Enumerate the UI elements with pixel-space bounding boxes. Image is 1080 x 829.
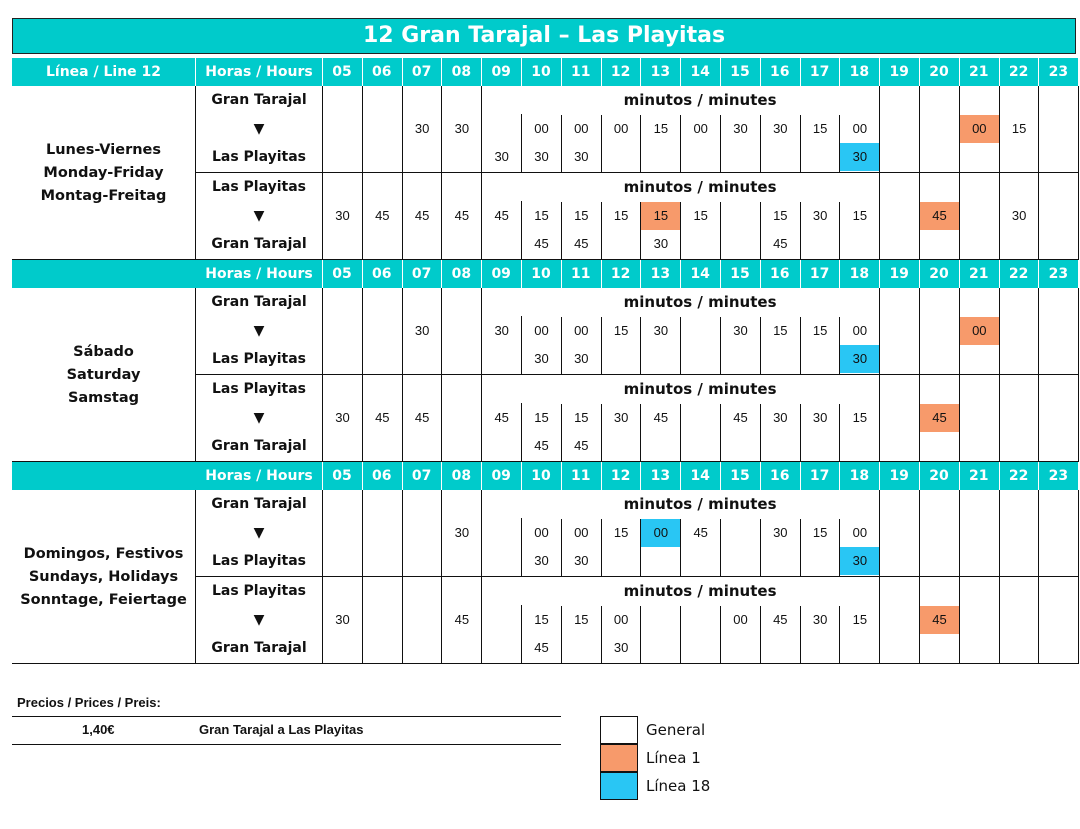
header-divider (959, 462, 960, 490)
departure-time: 45 (920, 202, 959, 230)
hour-19: 19 (889, 266, 909, 282)
departure-time: 45 (920, 606, 959, 634)
header-divider (601, 58, 602, 86)
header-divider (879, 260, 880, 288)
header-divider (362, 462, 363, 490)
timetable-title: 12 Gran Tarajal – Las Playitas (12, 18, 1076, 54)
hour-05: 05 (332, 468, 352, 484)
departure-time: 30 (494, 149, 509, 164)
header-divider (839, 58, 840, 86)
departure-time: 15 (852, 611, 868, 627)
header-divider (322, 58, 323, 86)
departure-time: 45 (454, 611, 470, 627)
departure-time: 00 (574, 524, 589, 540)
stop-from: Gran Tarajal (211, 496, 307, 512)
minutes-header: minutos / minutes (521, 173, 879, 201)
departure-time: 00 (852, 322, 868, 338)
header-divider (441, 462, 442, 490)
grid-line (322, 288, 323, 462)
departure-time: 15 (641, 202, 680, 230)
header-divider (919, 58, 920, 86)
departure-time: 30 (613, 409, 629, 425)
departure-time: 30 (653, 322, 669, 338)
header-divider (402, 260, 403, 288)
hour-14: 14 (690, 468, 710, 484)
departure-time: 30 (812, 611, 828, 627)
hour-13: 13 (650, 266, 671, 282)
line-label: Línea / Line 12 (45, 64, 162, 80)
hour-10: 10 (531, 64, 551, 80)
hour-14: 14 (690, 64, 710, 80)
legend-label: Línea 1 (646, 749, 701, 767)
departure-time: 15 (812, 524, 828, 540)
stop-from: Las Playitas (211, 381, 307, 397)
legend-item-linea-18 (600, 772, 860, 800)
header-divider (640, 260, 641, 288)
departure-time: 30 (574, 149, 589, 164)
grid-line (322, 490, 323, 664)
arrow-down-icon: ▼ (253, 207, 265, 224)
departure-time: 30 (335, 611, 350, 627)
departure-time: 45 (414, 409, 430, 425)
day-label (12, 288, 195, 462)
departure-time: 15 (613, 524, 629, 540)
departure-time: 00 (534, 120, 549, 136)
day-label-line: Saturday (66, 366, 141, 383)
departure-time: 15 (812, 120, 828, 136)
hour-15: 15 (730, 266, 750, 282)
stop-from: Las Playitas (211, 583, 307, 599)
header-divider (561, 260, 562, 288)
departure-time: 30 (1011, 207, 1027, 223)
grid-line (1038, 288, 1039, 374)
header-divider (760, 58, 761, 86)
hour-09: 09 (491, 468, 511, 484)
grid-line (402, 577, 403, 663)
departure-time: 45 (534, 438, 549, 453)
departure-time: 30 (534, 351, 549, 366)
header-divider (481, 260, 482, 288)
header-divider (402, 462, 403, 490)
day-label-line: Lunes-Viernes (45, 141, 162, 158)
departure-time: 45 (454, 207, 470, 223)
header-divider (601, 260, 602, 288)
arrow-down-icon: ▼ (253, 120, 265, 137)
grid-line (362, 86, 363, 172)
grid-line (402, 490, 403, 576)
stop-to: Gran Tarajal (211, 236, 307, 252)
minutes-header: minutos / minutes (521, 288, 879, 316)
header-divider (959, 260, 960, 288)
stop-to: Las Playitas (211, 351, 307, 367)
departure-time: 30 (454, 120, 470, 136)
day-label-line: Sonntage, Feiertage (20, 591, 187, 608)
grid-line (999, 577, 1000, 663)
grid-line (362, 288, 363, 374)
departure-time: 30 (534, 553, 549, 568)
departure-time: 15 (852, 409, 868, 425)
departure-time: 30 (733, 322, 748, 338)
hour-22: 22 (1008, 266, 1029, 282)
header-divider (521, 462, 522, 490)
hour-06: 06 (372, 266, 392, 282)
departure-time: 30 (574, 351, 589, 366)
departure-time: 00 (960, 317, 999, 345)
departure-time: 45 (773, 236, 788, 251)
hour-23: 23 (1048, 266, 1069, 282)
price-route: Gran Tarajal a Las Playitas (199, 722, 364, 737)
departure-time: 30 (840, 143, 879, 171)
departure-time: 45 (574, 236, 589, 251)
departure-time: 00 (693, 120, 708, 136)
stop-to: Las Playitas (211, 149, 307, 165)
price-amount: 1,40€ (82, 722, 115, 737)
departure-time: 00 (960, 115, 999, 143)
hour-05: 05 (332, 64, 352, 80)
departure-time: 15 (1011, 120, 1027, 136)
departure-time: 45 (920, 404, 959, 432)
hour-07: 07 (411, 468, 432, 484)
hour-14: 14 (690, 266, 710, 282)
hour-18: 18 (849, 266, 870, 282)
header-divider (322, 462, 323, 490)
day-block (12, 86, 1078, 260)
departure-time: 00 (574, 120, 589, 136)
departure-time: 30 (773, 524, 788, 540)
departure-time: 15 (613, 322, 629, 338)
departure-time: 15 (812, 322, 828, 338)
grid-line (1078, 288, 1079, 462)
departure-time: 15 (534, 409, 549, 425)
grid-line (999, 375, 1000, 461)
grid-line (1038, 577, 1039, 663)
legend-item-general (600, 716, 860, 744)
departure-time: 30 (840, 345, 879, 373)
grid-line (1038, 490, 1039, 576)
day-label (12, 86, 195, 260)
departure-time: 45 (773, 611, 788, 627)
legend-label: General (646, 721, 706, 739)
hour-08: 08 (451, 266, 472, 282)
header-divider (800, 462, 801, 490)
departure-time: 30 (812, 409, 828, 425)
header-divider (999, 462, 1000, 490)
hour-11: 11 (571, 266, 591, 282)
departure-time: 15 (773, 207, 788, 223)
hours-label: Horas / Hours (205, 266, 313, 282)
stop-to: Gran Tarajal (211, 438, 307, 454)
header-divider (1038, 58, 1039, 86)
hour-21: 21 (969, 266, 989, 282)
grid-line (959, 490, 960, 576)
departure-time: 00 (574, 322, 589, 338)
hour-16: 16 (770, 64, 790, 80)
grid-line (322, 86, 323, 260)
departure-time: 30 (494, 322, 509, 338)
hour-16: 16 (770, 468, 790, 484)
day-label-line: Montag-Freitag (40, 187, 167, 204)
hour-10: 10 (531, 468, 551, 484)
hour-15: 15 (730, 64, 750, 80)
departure-time: 30 (335, 409, 350, 425)
header-divider (481, 462, 482, 490)
departure-time: 30 (733, 120, 748, 136)
hour-22: 22 (1008, 64, 1029, 80)
header-divider (680, 462, 681, 490)
departure-time: 15 (534, 611, 549, 627)
hour-16: 16 (770, 266, 790, 282)
hour-06: 06 (372, 64, 392, 80)
departure-time: 45 (494, 207, 509, 223)
hour-19: 19 (889, 468, 909, 484)
hour-19: 19 (889, 64, 909, 80)
hour-21: 21 (969, 64, 989, 80)
departure-time: 30 (773, 409, 788, 425)
arrow-down-icon: ▼ (253, 524, 265, 541)
legend-swatch-linea-18 (600, 772, 638, 800)
hour-18: 18 (849, 468, 870, 484)
departure-time: 15 (693, 207, 708, 223)
stop-from: Gran Tarajal (211, 294, 307, 310)
prices-title: Precios / Prices / Preis: (17, 695, 161, 710)
hour-05: 05 (332, 266, 352, 282)
stop-to: Gran Tarajal (211, 640, 307, 656)
header-divider (999, 260, 1000, 288)
header-divider (839, 462, 840, 490)
hour-07: 07 (411, 64, 432, 80)
departure-time: 45 (534, 640, 549, 655)
header-divider (322, 260, 323, 288)
hour-13: 13 (650, 468, 671, 484)
hour-08: 08 (451, 468, 472, 484)
stop-from: Gran Tarajal (211, 92, 307, 108)
departure-time: 45 (414, 207, 430, 223)
departure-time: 30 (414, 322, 430, 338)
prices-divider (12, 744, 561, 745)
header-divider (561, 58, 562, 86)
hours-header (12, 260, 1078, 288)
arrow-down-icon: ▼ (253, 409, 265, 426)
minutes-header: minutos / minutes (521, 577, 879, 605)
hours-header (12, 462, 1078, 490)
hours-label: Horas / Hours (205, 64, 313, 80)
day-block (12, 490, 1078, 664)
departure-time: 00 (613, 120, 629, 136)
header-divider (800, 260, 801, 288)
header-divider (680, 260, 681, 288)
header-divider (760, 462, 761, 490)
departure-time: 00 (852, 120, 868, 136)
header-divider (640, 462, 641, 490)
stop-to: Las Playitas (211, 553, 307, 569)
hour-13: 13 (650, 64, 671, 80)
grid-line (919, 288, 920, 374)
departure-time: 15 (653, 120, 669, 136)
departure-time: 00 (534, 322, 549, 338)
hour-07: 07 (411, 266, 432, 282)
header-divider (362, 260, 363, 288)
departure-time: 30 (840, 547, 879, 575)
header-divider (521, 260, 522, 288)
legend-label: Línea 18 (646, 777, 711, 795)
hour-17: 17 (809, 64, 830, 80)
header-divider (441, 58, 442, 86)
header-divider (640, 58, 641, 86)
departure-time: 15 (613, 207, 629, 223)
header-divider (601, 462, 602, 490)
hour-15: 15 (730, 468, 750, 484)
departure-time: 45 (375, 409, 390, 425)
day-block (12, 288, 1078, 462)
header-divider (919, 260, 920, 288)
arrow-down-icon: ▼ (253, 611, 265, 628)
header-divider (879, 58, 880, 86)
grid-line (12, 663, 1078, 664)
hour-20: 20 (929, 266, 949, 282)
hour-23: 23 (1048, 468, 1069, 484)
grid-line (1078, 86, 1079, 260)
departure-time: 30 (454, 524, 470, 540)
hour-06: 06 (372, 468, 392, 484)
day-label (12, 490, 195, 664)
grid-line (1078, 490, 1079, 664)
hour-09: 09 (491, 266, 511, 282)
prices-divider (12, 716, 561, 717)
header-divider (441, 260, 442, 288)
header-divider (1038, 462, 1039, 490)
stop-from: Las Playitas (211, 179, 307, 195)
hour-12: 12 (610, 266, 631, 282)
departure-time: 30 (653, 236, 669, 251)
departure-time: 30 (574, 553, 589, 568)
grid-line (919, 490, 920, 576)
departure-time: 00 (852, 524, 868, 540)
hour-18: 18 (849, 64, 870, 80)
departure-time: 15 (773, 322, 788, 338)
grid-line (919, 86, 920, 172)
departure-time: 00 (733, 611, 748, 627)
header-divider (521, 58, 522, 86)
hour-11: 11 (571, 468, 591, 484)
departure-time: 30 (534, 149, 549, 164)
hour-10: 10 (531, 266, 551, 282)
header-divider (720, 462, 721, 490)
legend-swatch-linea-1 (600, 744, 638, 772)
day-label-line: Domingos, Festivos (23, 545, 184, 562)
departure-time: 15 (852, 207, 868, 223)
minutes-header: minutos / minutes (521, 490, 879, 518)
hours-header (12, 58, 1078, 86)
hour-12: 12 (610, 468, 631, 484)
legend-swatch-general (600, 716, 638, 744)
departure-time: 00 (613, 611, 629, 627)
departure-time: 15 (574, 409, 589, 425)
legend-item-linea-1 (600, 744, 860, 772)
day-label-line: Sábado (73, 343, 134, 360)
hour-17: 17 (809, 468, 830, 484)
header-divider (879, 462, 880, 490)
day-label-line: Monday-Friday (43, 164, 164, 181)
hour-20: 20 (929, 64, 949, 80)
hour-12: 12 (610, 64, 631, 80)
hour-21: 21 (969, 468, 989, 484)
hour-23: 23 (1048, 64, 1069, 80)
hour-22: 22 (1008, 468, 1029, 484)
header-divider (919, 462, 920, 490)
departure-time: 30 (812, 207, 828, 223)
departure-time: 30 (414, 120, 430, 136)
hour-17: 17 (809, 266, 830, 282)
departure-time: 45 (494, 409, 509, 425)
departure-time: 30 (335, 207, 350, 223)
header-divider (800, 58, 801, 86)
departure-time: 45 (693, 524, 708, 540)
header-divider (720, 260, 721, 288)
grid-line (999, 490, 1000, 576)
departure-time: 30 (613, 640, 629, 655)
departure-time: 30 (773, 120, 788, 136)
header-divider (680, 58, 681, 86)
grid-line (362, 490, 363, 576)
header-divider (760, 260, 761, 288)
minutes-header: minutos / minutes (521, 375, 879, 403)
departure-time: 15 (574, 207, 589, 223)
departure-time: 15 (574, 611, 589, 627)
header-divider (362, 58, 363, 86)
header-divider (720, 58, 721, 86)
departure-time: 45 (733, 409, 748, 425)
departure-time: 00 (534, 524, 549, 540)
grid-line (680, 606, 681, 664)
hour-20: 20 (929, 468, 949, 484)
day-label-line: Samstag (67, 389, 140, 406)
departure-time: 45 (375, 207, 390, 223)
day-label-line: Sundays, Holidays (28, 568, 179, 585)
departure-time: 45 (574, 438, 589, 453)
minutes-header: minutos / minutes (521, 86, 879, 114)
header-divider (402, 58, 403, 86)
hour-08: 08 (451, 64, 472, 80)
header-divider (999, 58, 1000, 86)
hours-label: Horas / Hours (205, 468, 313, 484)
header-divider (561, 462, 562, 490)
hour-11: 11 (571, 64, 591, 80)
header-divider (481, 58, 482, 86)
hour-09: 09 (491, 64, 511, 80)
header-divider (959, 58, 960, 86)
header-divider (839, 260, 840, 288)
arrow-down-icon: ▼ (253, 322, 265, 339)
departure-time: 45 (653, 409, 669, 425)
departure-time: 15 (534, 207, 549, 223)
departure-time: 45 (534, 236, 549, 251)
departure-time: 00 (641, 519, 680, 547)
header-divider (1038, 260, 1039, 288)
grid-line (1038, 375, 1039, 461)
